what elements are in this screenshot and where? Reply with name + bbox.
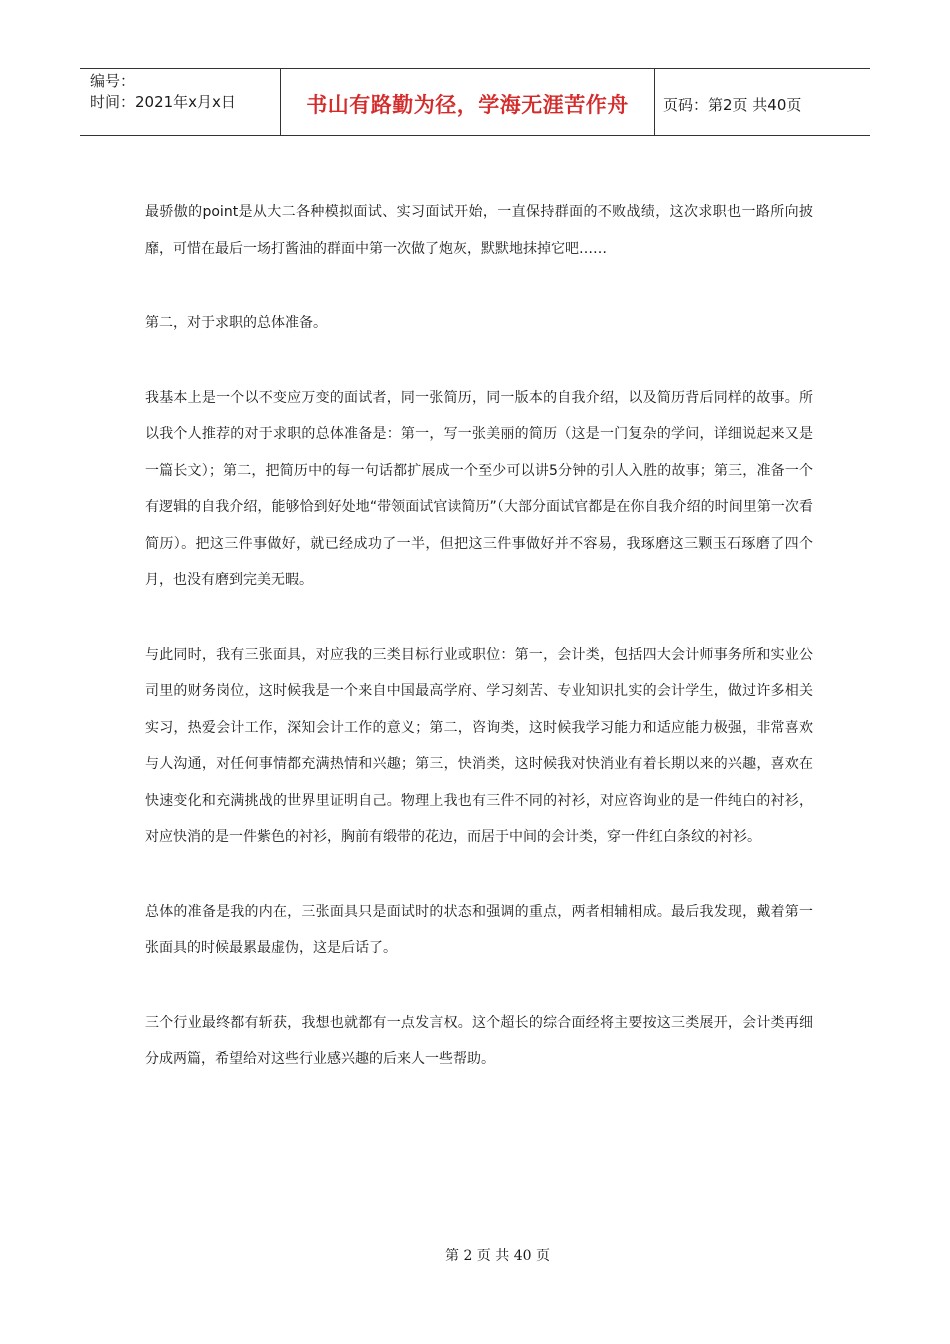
page-footer — [0, 1245, 950, 1265]
paragraph: 最骄傲的point是从大二各种模拟面试、实习面试开始，一直保持群面的不败战绩，这次求职也一路所向披靡，可惜在最后一场打酱油的群面中第一次做了炮灰，默默地抹掉它吧…… — [145, 204, 813, 257]
header-motto: 书山有路勤为径，学海无涯苦作舟 — [306, 93, 629, 117]
header-motto-cell — [281, 69, 655, 135]
paragraph: 总体的准备是我的内在，三张面具只是面试时的状态和强调的重点，两者相辅相成。最后我发现，戴着第一张面具的时候最累最虚伪，这是后话了。 — [145, 903, 813, 956]
header-page-cell — [655, 69, 870, 135]
document-number-label: 编号： — [90, 72, 136, 90]
paragraph: 三个行业最终都有斩获，我想也就都有一点发言权。这个超长的综合面经将主要按这三类展开，会计类再细分成两篇，希望给对这些行业感兴趣的后来人一些帮助。 — [145, 1014, 813, 1067]
footer-page-number: 第 2 页 共 40 页 — [445, 1248, 550, 1264]
paragraph: 我基本上是一个以不变应万变的面试者，同一张简历，同一版本的自我介绍，以及简历背后同样的故事。所以我个人推荐的对于求职的总体准备是：第一，写一张美丽的简历（这是一门复杂的学问，详细说起来又是一篇长文）；第二，把简历中的每一句话都扩展成一个至少可以讲5分钟的引人入胜的故事；第三，准备一个有逻辑的自我介绍，能够恰到好处地“带领面试官读简历”（大部分面试官都是在你自我介绍的时间里第一次看简历）。把这三件事做好，就已经成功了一半，但把这三件事做好并不容易，我琢磨这三颗玉石琢磨了四个月，也没有磨到完美无暇。 — [145, 389, 813, 588]
page-header — [80, 68, 870, 136]
document-time-label: 时间：2021年x月x日 — [90, 93, 236, 111]
document-body — [145, 194, 813, 1116]
paragraph: 与此同时，我有三张面具，对应我的三类目标行业或职位：第一，会计类，包括四大会计师事务所和实业公司里的财务岗位，这时候我是一个来自中国最高学府、学习刻苦、专业知识扎实的会计学生，做过许多相关实习，热爱会计工作，深知会计工作的意义；第二，咨询类，这时候我学习能力和适应能力极强，非常喜欢与人沟通，对任何事情都充满热情和兴趣；第三，快消类，这时候我对快消业有着长期以来的兴趣，喜欢在快速变化和充满挑战的世界里证明自己。物理上我也有三件不同的衬衫，对应咨询业的是一件纯白的衬衫，对应快消的是一件紫色的衬衫，胸前有缎带的花边，而居于中间的会计类，穿一件红白条纹的衬衫。 — [145, 646, 813, 845]
header-meta — [80, 69, 281, 135]
section-heading: 第二，对于求职的总体准备。 — [145, 315, 327, 331]
header-page-number: 页码：第2页 共40页 — [663, 95, 802, 114]
